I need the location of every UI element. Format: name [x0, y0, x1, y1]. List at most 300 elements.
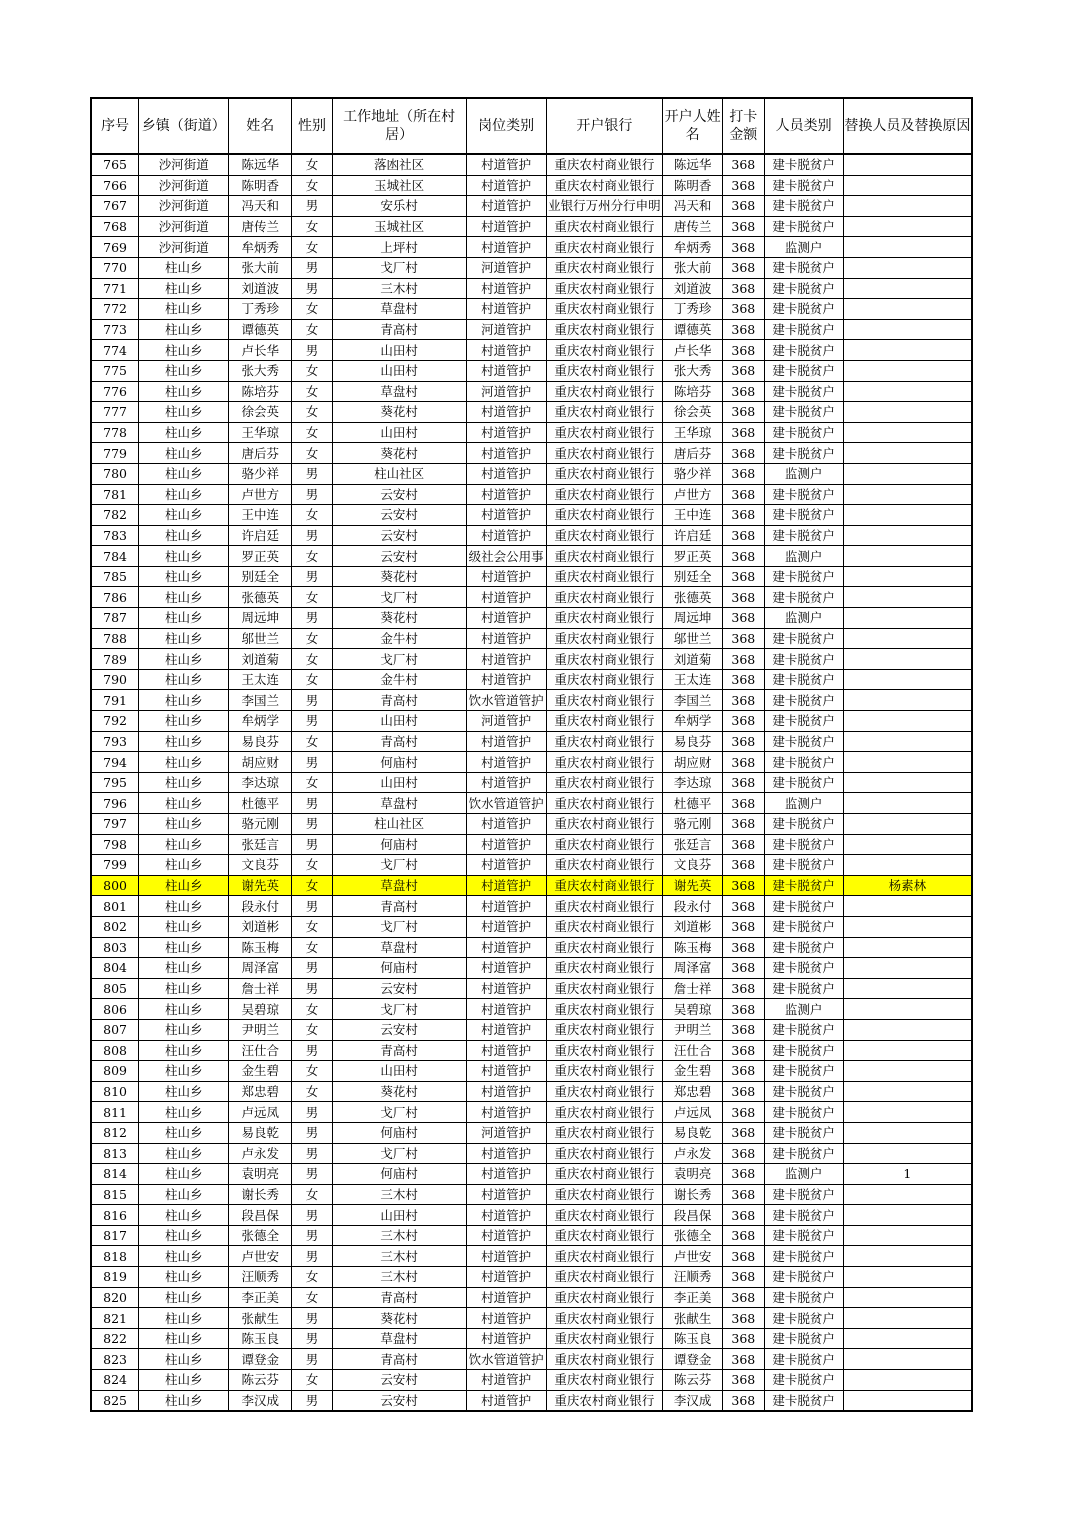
cell-account-holder: 李达琼 — [663, 772, 723, 793]
cell-person-category: 建卡脱贫户 — [764, 1390, 843, 1411]
cell-amount: 368 — [723, 999, 765, 1020]
cell-person-category: 建卡脱贫户 — [764, 1019, 843, 1040]
table-row — [91, 628, 972, 649]
cell-index: 768 — [91, 216, 139, 237]
header-replacement: 替换人员及替换原因 — [843, 98, 972, 154]
cell-account-holder: 陈培芬 — [663, 381, 723, 402]
cell-index: 784 — [91, 546, 139, 567]
cell-index: 823 — [91, 1349, 139, 1370]
cell-work-address: 三木村 — [332, 1267, 466, 1288]
cell-account-holder: 陈远华 — [663, 154, 723, 175]
cell-amount: 368 — [723, 525, 765, 546]
cell-replacement — [843, 154, 972, 175]
cell-bank: 重庆农村商业银行 — [546, 711, 663, 732]
cell-township: 柱山乡 — [139, 1164, 229, 1185]
cell-gender: 男 — [292, 1102, 333, 1123]
cell-index: 802 — [91, 916, 139, 937]
table-row — [91, 546, 972, 567]
cell-amount: 368 — [723, 1390, 765, 1411]
cell-account-holder: 张献生 — [663, 1308, 723, 1329]
cell-replacement — [843, 1184, 972, 1205]
cell-person-category: 建卡脱贫户 — [764, 1287, 843, 1308]
cell-account-holder: 陈云芬 — [663, 1370, 723, 1391]
table-row — [91, 216, 972, 237]
cell-index: 817 — [91, 1225, 139, 1246]
cell-index: 812 — [91, 1122, 139, 1143]
cell-bank: 重庆农村商业银行 — [546, 1143, 663, 1164]
cell-name: 卢远凤 — [229, 1102, 292, 1123]
table-row — [91, 834, 972, 855]
cell-post-category: 村道管护 — [466, 731, 546, 752]
cell-bank: 重庆农村商业银行 — [546, 649, 663, 670]
cell-township: 柱山乡 — [139, 1370, 229, 1391]
cell-index: 806 — [91, 999, 139, 1020]
cell-township: 柱山乡 — [139, 360, 229, 381]
cell-post-category: 河道管护 — [466, 1122, 546, 1143]
table-row — [91, 1061, 972, 1082]
cell-work-address: 青高村 — [332, 1287, 466, 1308]
cell-township: 柱山乡 — [139, 463, 229, 484]
cell-post-category: 村道管护 — [466, 1143, 546, 1164]
cell-amount: 368 — [723, 711, 765, 732]
cell-work-address: 柱山社区 — [332, 463, 466, 484]
cell-account-holder: 王中连 — [663, 505, 723, 526]
cell-name: 吴碧琼 — [229, 999, 292, 1020]
cell-gender: 男 — [292, 711, 333, 732]
cell-replacement — [843, 896, 972, 917]
table-row — [91, 1246, 972, 1267]
cell-gender: 女 — [292, 381, 333, 402]
cell-bank: 重庆农村商业银行 — [546, 772, 663, 793]
cell-work-address: 何庙村 — [332, 752, 466, 773]
cell-name: 尹明兰 — [229, 1019, 292, 1040]
cell-amount: 368 — [723, 1061, 765, 1082]
cell-index: 810 — [91, 1081, 139, 1102]
cell-person-category: 监测户 — [764, 793, 843, 814]
cell-bank: 重庆农村商业银行 — [546, 381, 663, 402]
cell-township: 柱山乡 — [139, 1246, 229, 1267]
cell-person-category: 建卡脱贫户 — [764, 814, 843, 835]
cell-post-category: 村道管护 — [466, 772, 546, 793]
cell-bank: 重庆农村商业银行 — [546, 628, 663, 649]
cell-gender: 女 — [292, 299, 333, 320]
cell-gender: 女 — [292, 546, 333, 567]
cell-post-category: 村道管护 — [466, 649, 546, 670]
cell-replacement — [843, 360, 972, 381]
cell-index: 825 — [91, 1390, 139, 1411]
cell-account-holder: 易良芬 — [663, 731, 723, 752]
header-bank: 开户银行 — [546, 98, 663, 154]
cell-post-category: 村道管护 — [466, 484, 546, 505]
cell-name: 牟炳秀 — [229, 237, 292, 258]
cell-amount: 368 — [723, 1102, 765, 1123]
table-row — [91, 360, 972, 381]
cell-index: 775 — [91, 360, 139, 381]
table-row — [91, 1205, 972, 1226]
cell-post-category: 村道管护 — [466, 154, 546, 175]
cell-gender: 男 — [292, 278, 333, 299]
cell-work-address: 青高村 — [332, 690, 466, 711]
cell-index: 798 — [91, 834, 139, 855]
cell-index: 805 — [91, 978, 139, 999]
cell-amount: 368 — [723, 669, 765, 690]
cell-post-category: 村道管护 — [466, 1287, 546, 1308]
cell-bank: 重庆农村商业银行 — [546, 1102, 663, 1123]
cell-replacement — [843, 669, 972, 690]
cell-person-category: 建卡脱贫户 — [764, 978, 843, 999]
cell-work-address: 三木村 — [332, 1246, 466, 1267]
table-row — [91, 1184, 972, 1205]
cell-replacement — [843, 958, 972, 979]
cell-bank: 重庆农村商业银行 — [546, 834, 663, 855]
table-row — [91, 669, 972, 690]
cell-bank: 重庆农村商业银行 — [546, 484, 663, 505]
cell-index: 800 — [91, 875, 139, 896]
cell-account-holder: 易良乾 — [663, 1122, 723, 1143]
cell-account-holder: 张德英 — [663, 587, 723, 608]
cell-gender: 男 — [292, 1205, 333, 1226]
header-person-category: 人员类别 — [764, 98, 843, 154]
cell-account-holder: 杜德平 — [663, 793, 723, 814]
cell-amount: 368 — [723, 1081, 765, 1102]
cell-amount: 368 — [723, 340, 765, 361]
cell-bank: 重庆农村商业银行 — [546, 319, 663, 340]
cell-person-category: 监测户 — [764, 999, 843, 1020]
cell-account-holder: 徐会英 — [663, 402, 723, 423]
cell-bank: 重庆农村商业银行 — [546, 896, 663, 917]
cell-bank: 重庆农村商业银行 — [546, 340, 663, 361]
cell-name: 王太连 — [229, 669, 292, 690]
cell-replacement — [843, 381, 972, 402]
cell-post-category: 村道管护 — [466, 855, 546, 876]
cell-gender: 男 — [292, 484, 333, 505]
cell-account-holder: 王太连 — [663, 669, 723, 690]
cell-index: 789 — [91, 649, 139, 670]
cell-amount: 368 — [723, 1328, 765, 1349]
cell-name: 张德全 — [229, 1225, 292, 1246]
cell-work-address: 山田村 — [332, 340, 466, 361]
table-row — [91, 608, 972, 629]
cell-work-address: 葵花村 — [332, 1308, 466, 1329]
cell-name: 邬世兰 — [229, 628, 292, 649]
cell-township: 柱山乡 — [139, 278, 229, 299]
header-work-address: 工作地址（所在村居） — [332, 98, 466, 154]
table-row — [91, 175, 972, 196]
cell-person-category: 监测户 — [764, 608, 843, 629]
cell-township: 柱山乡 — [139, 1328, 229, 1349]
cell-township: 柱山乡 — [139, 422, 229, 443]
cell-replacement — [843, 237, 972, 258]
cell-bank: 重庆农村商业银行 — [546, 999, 663, 1020]
cell-work-address: 葵花村 — [332, 608, 466, 629]
cell-work-address: 何庙村 — [332, 958, 466, 979]
cell-account-holder: 郑忠碧 — [663, 1081, 723, 1102]
cell-person-category: 建卡脱贫户 — [764, 649, 843, 670]
cell-work-address: 青高村 — [332, 896, 466, 917]
cell-person-category: 监测户 — [764, 1164, 843, 1185]
cell-bank: 重庆农村商业银行 — [546, 937, 663, 958]
cell-index: 771 — [91, 278, 139, 299]
cell-amount: 368 — [723, 402, 765, 423]
cell-post-category: 村道管护 — [466, 896, 546, 917]
cell-name: 陈云芬 — [229, 1370, 292, 1391]
cell-post-category: 村道管护 — [466, 1246, 546, 1267]
cell-work-address: 戈厂村 — [332, 649, 466, 670]
cell-replacement — [843, 587, 972, 608]
cell-work-address: 上坪村 — [332, 237, 466, 258]
cell-township: 柱山乡 — [139, 608, 229, 629]
table-row — [91, 505, 972, 526]
cell-index: 782 — [91, 505, 139, 526]
cell-bank: 重庆农村商业银行 — [546, 175, 663, 196]
cell-amount: 368 — [723, 360, 765, 381]
cell-person-category: 建卡脱贫户 — [764, 1122, 843, 1143]
table-row — [91, 1267, 972, 1288]
cell-index: 773 — [91, 319, 139, 340]
cell-bank: 重庆农村商业银行 — [546, 546, 663, 567]
cell-work-address: 云安村 — [332, 525, 466, 546]
cell-bank: 重庆农村商业银行 — [546, 978, 663, 999]
cell-bank: 重庆农村商业银行 — [546, 360, 663, 381]
cell-gender: 女 — [292, 999, 333, 1020]
cell-account-holder: 文良芬 — [663, 855, 723, 876]
cell-account-holder: 谢先英 — [663, 875, 723, 896]
cell-account-holder: 胡应财 — [663, 752, 723, 773]
cell-gender: 女 — [292, 1184, 333, 1205]
cell-replacement — [843, 772, 972, 793]
cell-bank: 重庆农村商业银行 — [546, 1328, 663, 1349]
cell-work-address: 山田村 — [332, 1061, 466, 1082]
cell-gender: 女 — [292, 402, 333, 423]
cell-person-category: 建卡脱贫户 — [764, 1102, 843, 1123]
cell-name: 陈明香 — [229, 175, 292, 196]
table-row — [91, 1390, 972, 1411]
cell-replacement — [843, 463, 972, 484]
cell-person-category: 建卡脱贫户 — [764, 505, 843, 526]
cell-index: 770 — [91, 257, 139, 278]
cell-amount: 368 — [723, 978, 765, 999]
cell-index: 772 — [91, 299, 139, 320]
cell-person-category: 建卡脱贫户 — [764, 196, 843, 217]
cell-person-category: 建卡脱贫户 — [764, 1081, 843, 1102]
cell-index: 797 — [91, 814, 139, 835]
cell-index: 816 — [91, 1205, 139, 1226]
cell-account-holder: 陈明香 — [663, 175, 723, 196]
cell-township: 柱山乡 — [139, 1143, 229, 1164]
cell-bank: 重庆农村商业银行 — [546, 1225, 663, 1246]
cell-replacement — [843, 999, 972, 1020]
cell-account-holder: 冯天和 — [663, 196, 723, 217]
cell-account-holder: 张德全 — [663, 1225, 723, 1246]
cell-person-category: 建卡脱贫户 — [764, 855, 843, 876]
table-row — [91, 1102, 972, 1123]
cell-amount: 368 — [723, 463, 765, 484]
cell-name: 冯天和 — [229, 196, 292, 217]
cell-gender: 男 — [292, 958, 333, 979]
cell-amount: 368 — [723, 278, 765, 299]
cell-work-address: 何庙村 — [332, 1164, 466, 1185]
cell-index: 787 — [91, 608, 139, 629]
cell-post-category: 村道管护 — [466, 1102, 546, 1123]
cell-gender: 男 — [292, 978, 333, 999]
cell-name: 牟炳学 — [229, 711, 292, 732]
cell-person-category: 建卡脱贫户 — [764, 1370, 843, 1391]
cell-gender: 女 — [292, 1019, 333, 1040]
cell-amount: 368 — [723, 834, 765, 855]
cell-name: 袁明亮 — [229, 1164, 292, 1185]
cell-township: 柱山乡 — [139, 834, 229, 855]
cell-replacement — [843, 257, 972, 278]
cell-account-holder: 李汉成 — [663, 1390, 723, 1411]
cell-gender: 男 — [292, 1122, 333, 1143]
cell-work-address: 青高村 — [332, 319, 466, 340]
cell-name: 郑忠碧 — [229, 1081, 292, 1102]
cell-township: 沙河街道 — [139, 216, 229, 237]
cell-account-holder: 丁秀珍 — [663, 299, 723, 320]
cell-amount: 368 — [723, 772, 765, 793]
cell-account-holder: 刘道菊 — [663, 649, 723, 670]
cell-index: 809 — [91, 1061, 139, 1082]
table-row — [91, 196, 972, 217]
cell-post-category: 村道管护 — [466, 1019, 546, 1040]
cell-amount: 368 — [723, 1370, 765, 1391]
cell-post-category: 村道管护 — [466, 999, 546, 1020]
cell-gender: 女 — [292, 237, 333, 258]
cell-person-category: 建卡脱贫户 — [764, 1246, 843, 1267]
cell-work-address: 山田村 — [332, 772, 466, 793]
table-row — [91, 1164, 972, 1185]
cell-post-category: 村道管护 — [466, 299, 546, 320]
cell-replacement — [843, 814, 972, 835]
cell-replacement — [843, 196, 972, 217]
cell-township: 沙河街道 — [139, 196, 229, 217]
cell-work-address: 戈厂村 — [332, 1143, 466, 1164]
cell-name: 唐传兰 — [229, 216, 292, 237]
cell-bank: 业银行万州分行申明 — [546, 196, 663, 217]
cell-index: 779 — [91, 443, 139, 464]
cell-name: 周泽富 — [229, 958, 292, 979]
cell-index: 796 — [91, 793, 139, 814]
header-account-holder: 开户人姓名 — [663, 98, 723, 154]
cell-post-category: 村道管护 — [466, 216, 546, 237]
cell-person-category: 建卡脱贫户 — [764, 916, 843, 937]
cell-work-address: 落凼社区 — [332, 154, 466, 175]
cell-township: 柱山乡 — [139, 731, 229, 752]
cell-bank: 重庆农村商业银行 — [546, 669, 663, 690]
table-row — [91, 896, 972, 917]
cell-replacement — [843, 1246, 972, 1267]
cell-account-holder: 金生碧 — [663, 1061, 723, 1082]
cell-post-category: 村道管护 — [466, 669, 546, 690]
cell-name: 王中连 — [229, 505, 292, 526]
cell-bank: 重庆农村商业银行 — [546, 690, 663, 711]
cell-work-address: 云安村 — [332, 1390, 466, 1411]
cell-replacement — [843, 978, 972, 999]
cell-person-category: 建卡脱贫户 — [764, 175, 843, 196]
cell-bank: 重庆农村商业银行 — [546, 443, 663, 464]
cell-person-category: 建卡脱贫户 — [764, 1308, 843, 1329]
cell-post-category: 村道管护 — [466, 463, 546, 484]
cell-amount: 368 — [723, 1287, 765, 1308]
cell-post-category: 村道管护 — [466, 340, 546, 361]
cell-work-address: 金牛村 — [332, 669, 466, 690]
cell-person-category: 建卡脱贫户 — [764, 422, 843, 443]
cell-person-category: 建卡脱贫户 — [764, 1061, 843, 1082]
header-name: 姓名 — [229, 98, 292, 154]
cell-township: 柱山乡 — [139, 1308, 229, 1329]
cell-account-holder: 王华琼 — [663, 422, 723, 443]
cell-person-category: 建卡脱贫户 — [764, 278, 843, 299]
cell-post-category: 村道管护 — [466, 505, 546, 526]
cell-bank: 重庆农村商业银行 — [546, 154, 663, 175]
cell-amount: 368 — [723, 1267, 765, 1288]
cell-account-holder: 汪顺秀 — [663, 1267, 723, 1288]
cell-amount: 368 — [723, 216, 765, 237]
cell-name: 陈培芬 — [229, 381, 292, 402]
cell-amount: 368 — [723, 505, 765, 526]
cell-gender: 男 — [292, 690, 333, 711]
table-row — [91, 1287, 972, 1308]
cell-work-address: 青高村 — [332, 1349, 466, 1370]
cell-account-holder: 吴碧琼 — [663, 999, 723, 1020]
cell-post-category: 村道管护 — [466, 1040, 546, 1061]
cell-name: 唐后芬 — [229, 443, 292, 464]
cell-gender: 女 — [292, 669, 333, 690]
cell-post-category: 饮水管道管护 — [466, 793, 546, 814]
cell-township: 柱山乡 — [139, 752, 229, 773]
cell-post-category: 村道管护 — [466, 237, 546, 258]
cell-amount: 368 — [723, 299, 765, 320]
cell-township: 柱山乡 — [139, 772, 229, 793]
cell-work-address: 柱山社区 — [332, 814, 466, 835]
cell-account-holder: 周远坤 — [663, 608, 723, 629]
cell-township: 柱山乡 — [139, 381, 229, 402]
cell-index: 815 — [91, 1184, 139, 1205]
cell-person-category: 建卡脱贫户 — [764, 1184, 843, 1205]
cell-index: 821 — [91, 1308, 139, 1329]
cell-township: 柱山乡 — [139, 999, 229, 1020]
cell-name: 周远坤 — [229, 608, 292, 629]
header-row — [91, 98, 972, 154]
cell-name: 胡应财 — [229, 752, 292, 773]
cell-name: 卢长华 — [229, 340, 292, 361]
cell-replacement — [843, 628, 972, 649]
cell-work-address: 戈厂村 — [332, 257, 466, 278]
cell-bank: 重庆农村商业银行 — [546, 1246, 663, 1267]
table-row — [91, 402, 972, 423]
cell-index: 769 — [91, 237, 139, 258]
cell-bank: 重庆农村商业银行 — [546, 422, 663, 443]
cell-replacement — [843, 937, 972, 958]
cell-gender: 男 — [292, 834, 333, 855]
cell-post-category: 村道管护 — [466, 937, 546, 958]
cell-post-category: 村道管护 — [466, 628, 546, 649]
cell-gender: 男 — [292, 1349, 333, 1370]
cell-person-category: 建卡脱贫户 — [764, 834, 843, 855]
cell-amount: 368 — [723, 484, 765, 505]
cell-name: 别廷全 — [229, 566, 292, 587]
cell-gender: 男 — [292, 566, 333, 587]
cell-replacement — [843, 1061, 972, 1082]
cell-gender: 男 — [292, 1040, 333, 1061]
cell-index: 778 — [91, 422, 139, 443]
cell-person-category: 建卡脱贫户 — [764, 1205, 843, 1226]
cell-replacement — [843, 1349, 972, 1370]
cell-person-category: 建卡脱贫户 — [764, 299, 843, 320]
cell-amount: 368 — [723, 731, 765, 752]
cell-amount: 368 — [723, 1122, 765, 1143]
cell-gender: 男 — [292, 1225, 333, 1246]
